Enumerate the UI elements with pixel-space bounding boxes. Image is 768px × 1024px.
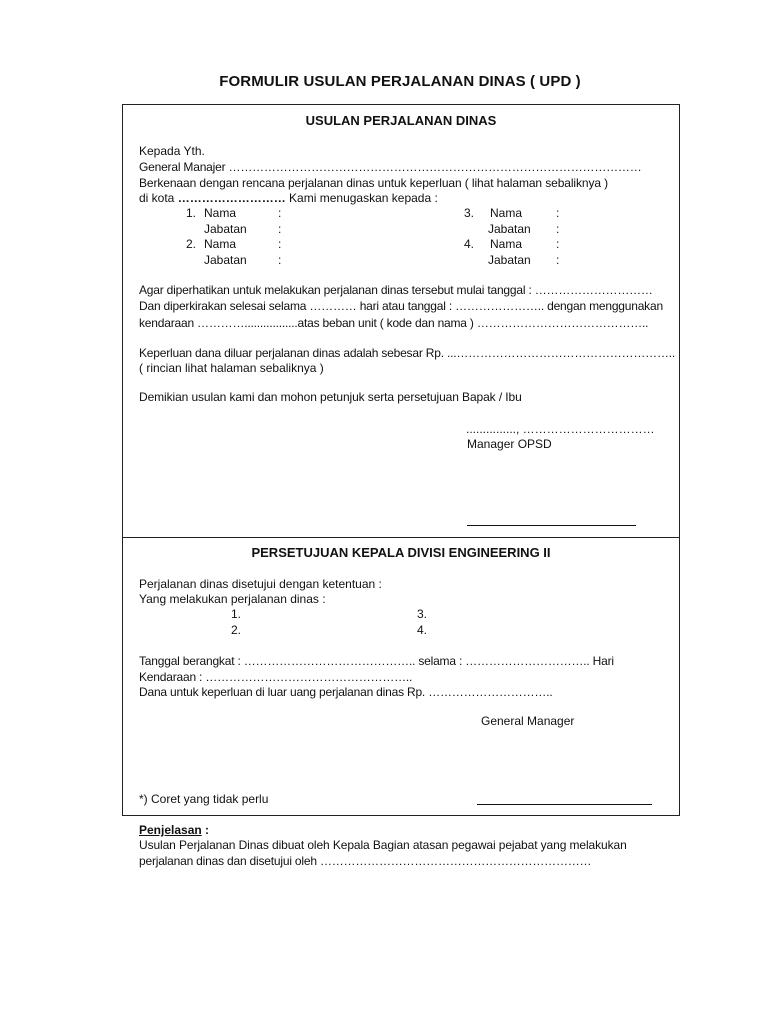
person-1-nama-label: Nama (204, 206, 237, 220)
person-2-number: 2. (186, 237, 197, 251)
person-1-jabatan-label: Jabatan (204, 222, 247, 236)
person-1-jabatan-colon: : (278, 222, 282, 236)
person-3-jabatan-colon: : (556, 222, 560, 236)
penjelasan-heading (139, 823, 209, 837)
kepada-label: Kepada Yth. (139, 144, 205, 158)
person-3-nama-label: Nama (490, 206, 523, 220)
person-3-nama-colon: : (556, 206, 560, 220)
tanggal-berangkat-line: Tanggal berangkat : …………………………………….. selama : ………………………….. Hari (139, 654, 614, 668)
kami-menugaskan-label: Kami menugaskan kepada : (289, 191, 438, 205)
di-kota-line (139, 191, 438, 205)
disetujui-line: Perjalanan dinas disetujui dengan ketentuan : (139, 577, 382, 591)
person-2-jabatan-label: Jabatan (204, 253, 247, 267)
person-1-number: 1. (186, 206, 197, 220)
signature-line-opsd (467, 525, 636, 526)
person-3-number: 3. (464, 206, 475, 220)
person-4-jabatan-colon: : (556, 253, 560, 267)
approved-number-1: 1. (231, 607, 242, 621)
person-1-nama-colon: : (278, 206, 282, 220)
persetujuan-section-title: PERSETUJUAN KEPALA DIVISI ENGINEERING II (251, 545, 551, 560)
di-kota-field: ……………………… (177, 191, 286, 205)
dan-diperkirakan-line: Dan diperkirakan selesai selama ………… hari atau tanggal : ………………….. dengan menggunakan (139, 299, 663, 313)
berkenaan-line: Berkenaan dengan rencana perjalanan dinas untuk keperluan ( lihat halaman sebaliknya ) (139, 176, 609, 190)
dana-line: Dana untuk keperluan di luar uang perjalanan dinas Rp. ………………………….. (139, 685, 553, 699)
kendaraan-approval-line: Kendaraan : …………………………………………….. (139, 670, 413, 684)
agar-line: Agar diperhatikan untuk melakukan perjalanan dinas tersebut mulai tanggal : ………………………… (139, 283, 653, 297)
person-2-nama-label: Nama (204, 237, 237, 251)
person-4-jabatan-label: Jabatan (488, 253, 531, 267)
person-2-jabatan-colon: : (278, 253, 282, 267)
signature-line-gm (477, 804, 652, 805)
penjelasan-line-2: perjalanan dinas dan disetujui oleh …………………………………………………………… (139, 854, 592, 868)
person-4-number: 4. (464, 237, 475, 251)
person-2-nama-colon: : (278, 237, 282, 251)
rincian-line: ( rincian lihat halaman sebaliknya ) (139, 361, 324, 375)
signer-general-manager: General Manager (481, 714, 575, 728)
approved-number-2: 2. (231, 623, 242, 637)
general-manajer-line: General Manajer …………………………………………………………………………………………… (139, 160, 642, 174)
person-4-nama-label: Nama (490, 237, 523, 251)
usulan-section-title: USULAN PERJALANAN DINAS (305, 113, 497, 128)
document-title: FORMULIR USULAN PERJALANAN DINAS ( UPD ) (219, 73, 581, 90)
person-3-jabatan-label: Jabatan (488, 222, 531, 236)
signer-manager-opsd: Manager OPSD (467, 437, 552, 451)
yang-melakukan-line: Yang melakukan perjalanan dinas : (139, 592, 326, 606)
place-date-field: ..............., …………………………… (466, 422, 655, 436)
approved-number-4: 4. (417, 623, 428, 637)
penjelasan-label: Penjelasan (139, 823, 202, 837)
approved-number-3: 3. (417, 607, 428, 621)
kendaraan-line: kendaraan ………….................atas beban unit ( kode dan nama ) …………………………………….. (139, 316, 649, 330)
penjelasan-line-1: Usulan Perjalanan Dinas dibuat oleh Kepala Bagian atasan pegawai pejabat yang melakukan (139, 838, 627, 852)
person-4-nama-colon: : (556, 237, 560, 251)
di-kota-label: di kota (139, 191, 175, 205)
penjelasan-colon: : (201, 823, 210, 837)
keperluan-dana-line: Keperluan dana diluar perjalanan dinas adalah sebesar Rp. ...……………………………………………….. (139, 346, 676, 360)
footnote: *) Coret yang tidak perlu (139, 792, 269, 806)
demikian-line: Demikian usulan kami dan mohon petunjuk serta persetujuan Bapak / Ibu (139, 390, 522, 404)
